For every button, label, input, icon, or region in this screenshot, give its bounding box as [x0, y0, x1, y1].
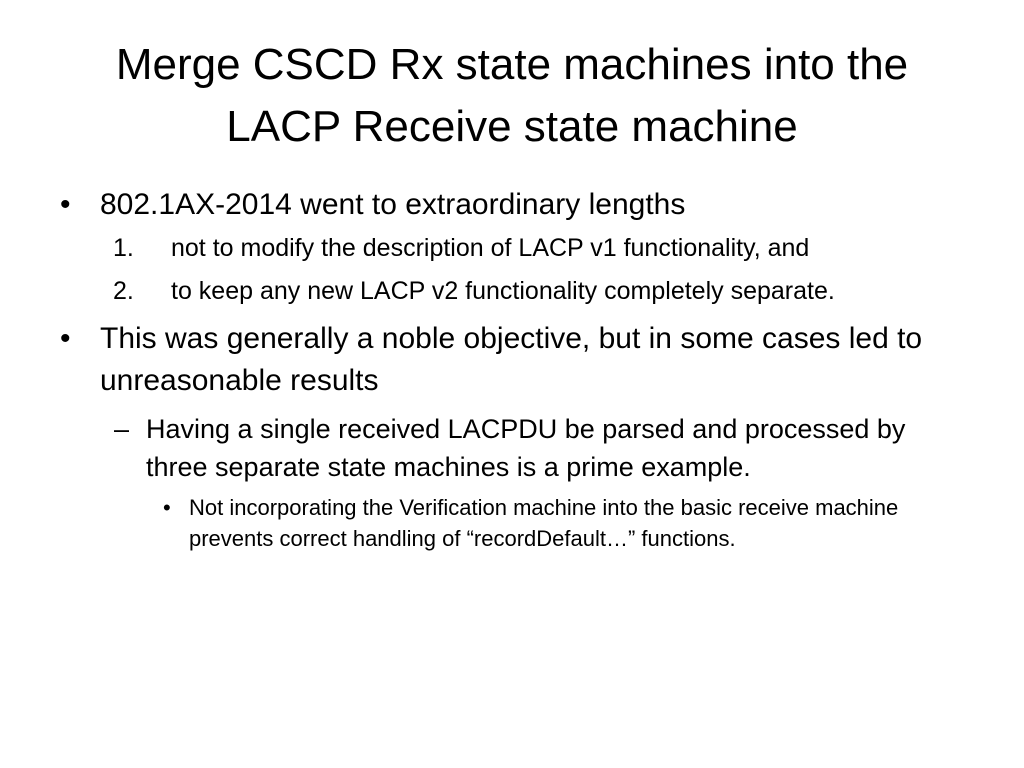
numbered-item-2 — [0, 273, 1024, 310]
slide-body — [0, 184, 1024, 554]
sub-bullet-1 — [0, 492, 1024, 554]
sub-bullet-marker: • — [163, 495, 171, 520]
numbered-item-2-text: to keep any new LACP v2 functionality completely separate. — [171, 277, 835, 305]
bullet-2 — [0, 318, 1024, 402]
number-marker-1: 1. — [113, 234, 134, 262]
bullet-marker: • — [60, 188, 71, 221]
bullet-1 — [0, 184, 1024, 226]
dash-item-1-text: Having a single received LACPDU be parsed and processed by three separate state machines is a prime example. — [146, 414, 906, 482]
sub-bullet-1-text: Not incorporating the Verification machine into the basic receive machine prevents correct handling of “recordDefault…” functions. — [189, 495, 899, 551]
number-marker-2: 2. — [113, 277, 134, 305]
slide-title: Merge CSCD Rx state machines into the LACP Receive state machine — [115, 40, 909, 151]
dash-marker: – — [114, 414, 130, 444]
dash-item-1 — [0, 410, 1024, 486]
bullet-1-text: 802.1AX-2014 went to extraordinary lengths — [100, 188, 686, 221]
numbered-item-1 — [0, 230, 1024, 267]
numbered-item-1-text: not to modify the description of LACP v1 functionality, and — [171, 234, 810, 262]
bullet-marker: • — [60, 322, 71, 355]
bullet-2-text: This was generally a noble objective, but in some cases led to unreasonable results — [100, 322, 923, 397]
